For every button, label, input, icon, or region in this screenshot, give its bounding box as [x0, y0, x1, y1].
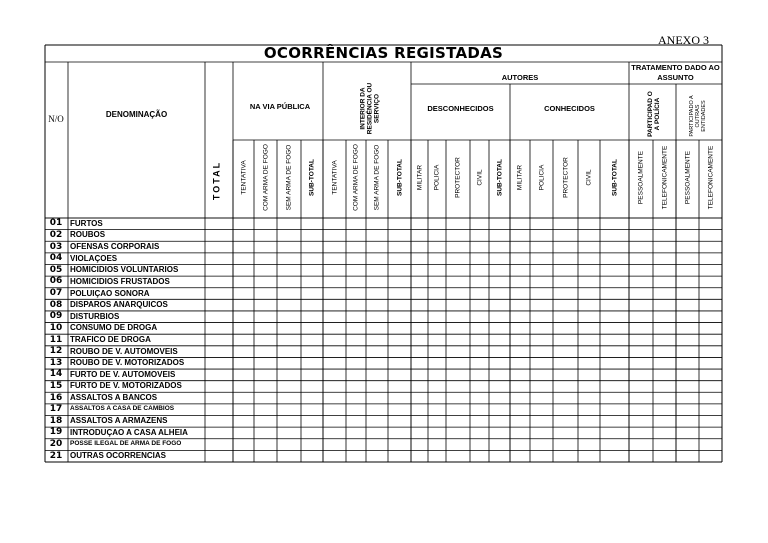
page-title: OCORRÊNCIAS REGISTADAS	[263, 44, 504, 62]
header-autores: AUTORES	[501, 73, 539, 82]
header-via-publica: NA VIA PÚBLICA	[249, 102, 311, 111]
header-conhecidos: CONHECIDOS	[544, 104, 595, 113]
row-name: ROUBO DE V. AUTOMOVEIS	[70, 346, 178, 356]
row-number: 01	[49, 218, 63, 229]
column-header-1: TENTATIVA	[240, 160, 247, 195]
column-header-7: SEM ARMA DE FOGO	[373, 144, 381, 211]
row-name: ASSALTOS A ARMAZENS	[70, 416, 168, 426]
row-number: 08	[49, 299, 63, 310]
row-name: DISTURBIOS	[70, 311, 120, 321]
row-number: 18	[49, 415, 63, 426]
row-name: OFENSAS CORPORAIS	[70, 242, 160, 252]
row-number: 16	[49, 392, 63, 403]
row-number: 20	[49, 439, 63, 450]
column-header-8: SUB-TOTAL	[396, 159, 403, 196]
row-name: FURTO DE V. AUTOMOVEIS	[70, 369, 176, 379]
header-name: DENOMINAÇÃO	[105, 110, 168, 119]
row-number: 09	[49, 311, 63, 322]
row-number: 17	[49, 404, 63, 415]
column-header-20: TELEFONICAMENTE	[661, 145, 668, 210]
header-tratamento: TRATAMENTO DADO AO ASSUNTO	[631, 63, 720, 82]
row-number: 07	[49, 288, 63, 299]
column-header-19: PESSOALMENTE	[637, 150, 645, 205]
row-number: 11	[49, 334, 63, 345]
row-name: CONSUMO DE DROGA	[70, 323, 158, 333]
row-number: 10	[49, 322, 63, 333]
row-number: 06	[49, 276, 63, 287]
column-header-22: TELEFONICAMENTE	[707, 145, 714, 210]
row-name: HOMICIDIOS VOLUNTARIOS	[70, 265, 179, 275]
column-header-4: SUB-TOTAL	[308, 159, 316, 196]
row-number: 14	[49, 369, 63, 380]
row-name: ROUBOS	[70, 230, 106, 240]
row-number: 04	[49, 253, 63, 264]
column-header-14: MILITAR	[516, 164, 524, 191]
column-header-5: TENTATIVA	[331, 160, 338, 195]
column-header-10: POLICIA	[433, 164, 441, 191]
column-header-21: PESSOALMENTE	[684, 150, 691, 205]
row-number: 12	[49, 346, 63, 357]
row-number: 13	[49, 357, 63, 368]
column-header-9: MILITAR	[416, 164, 423, 191]
row-number: 02	[49, 229, 63, 240]
row-number: 05	[49, 264, 63, 275]
row-number: 15	[49, 380, 63, 391]
column-header-11: PROTECTOR	[454, 157, 462, 198]
header-interior: INTERIOR DA RESIDÊNCIA OU SERVIÇO	[359, 82, 381, 135]
row-name: POLUIÇAO SONORA	[70, 288, 150, 298]
column-header-13: SUB-TOTAL	[496, 159, 503, 196]
column-header-12: CIVIL	[476, 169, 483, 186]
header-total: TOTAL	[211, 160, 222, 201]
row-name: INTRODUÇAO A CASA ALHEIA	[70, 427, 188, 437]
row-name: ASSALTOS A BANCOS	[70, 393, 158, 403]
column-header-2: COM ARMA DE FOGO	[262, 144, 269, 211]
header-participado-policia: PARTICIPAD O A POLÍCIA	[647, 91, 661, 137]
header-desconhecidos: DESCONHECIDOS	[427, 104, 494, 113]
row-number: 19	[49, 427, 63, 438]
column-header-18: SUB-TOTAL	[611, 159, 618, 196]
column-header-16: PROTECTOR	[562, 157, 569, 198]
header-participado-outras: PARTICIPADO A OUTRAS ENTIDADES	[689, 95, 707, 137]
annex-label: ANEXO 3	[658, 33, 709, 47]
header-num: N/O	[48, 114, 64, 124]
column-header-3: SEM ARMA DE FOGO	[285, 144, 293, 211]
column-header-6: COM ARMA DE FOGO	[352, 144, 360, 211]
row-name: HOMICIDIOS FRUSTADOS	[70, 276, 170, 286]
row-name: POSSE ILEGAL DE ARMA DE FOGO	[70, 439, 182, 447]
row-number: 03	[49, 241, 63, 252]
row-name: FURTO DE V. MOTORIZADOS	[70, 381, 182, 391]
row-name: ROUBO DE V. MOTORIZADOS	[70, 358, 185, 368]
row-name: VIOLAÇOES	[70, 253, 118, 263]
column-header-17: CIVIL	[585, 169, 593, 186]
column-header-15: POLICIA	[538, 164, 545, 191]
row-number: 21	[49, 450, 63, 461]
row-name: ASSALTOS A CASA DE CAMBIOS	[70, 404, 175, 412]
row-name: FURTOS	[70, 218, 103, 228]
row-name: TRAFICO DE DROGA	[70, 335, 151, 344]
row-name: OUTRAS OCORRENCIAS	[70, 451, 167, 461]
row-name: DISPAROS ANARQUICOS	[70, 300, 168, 310]
